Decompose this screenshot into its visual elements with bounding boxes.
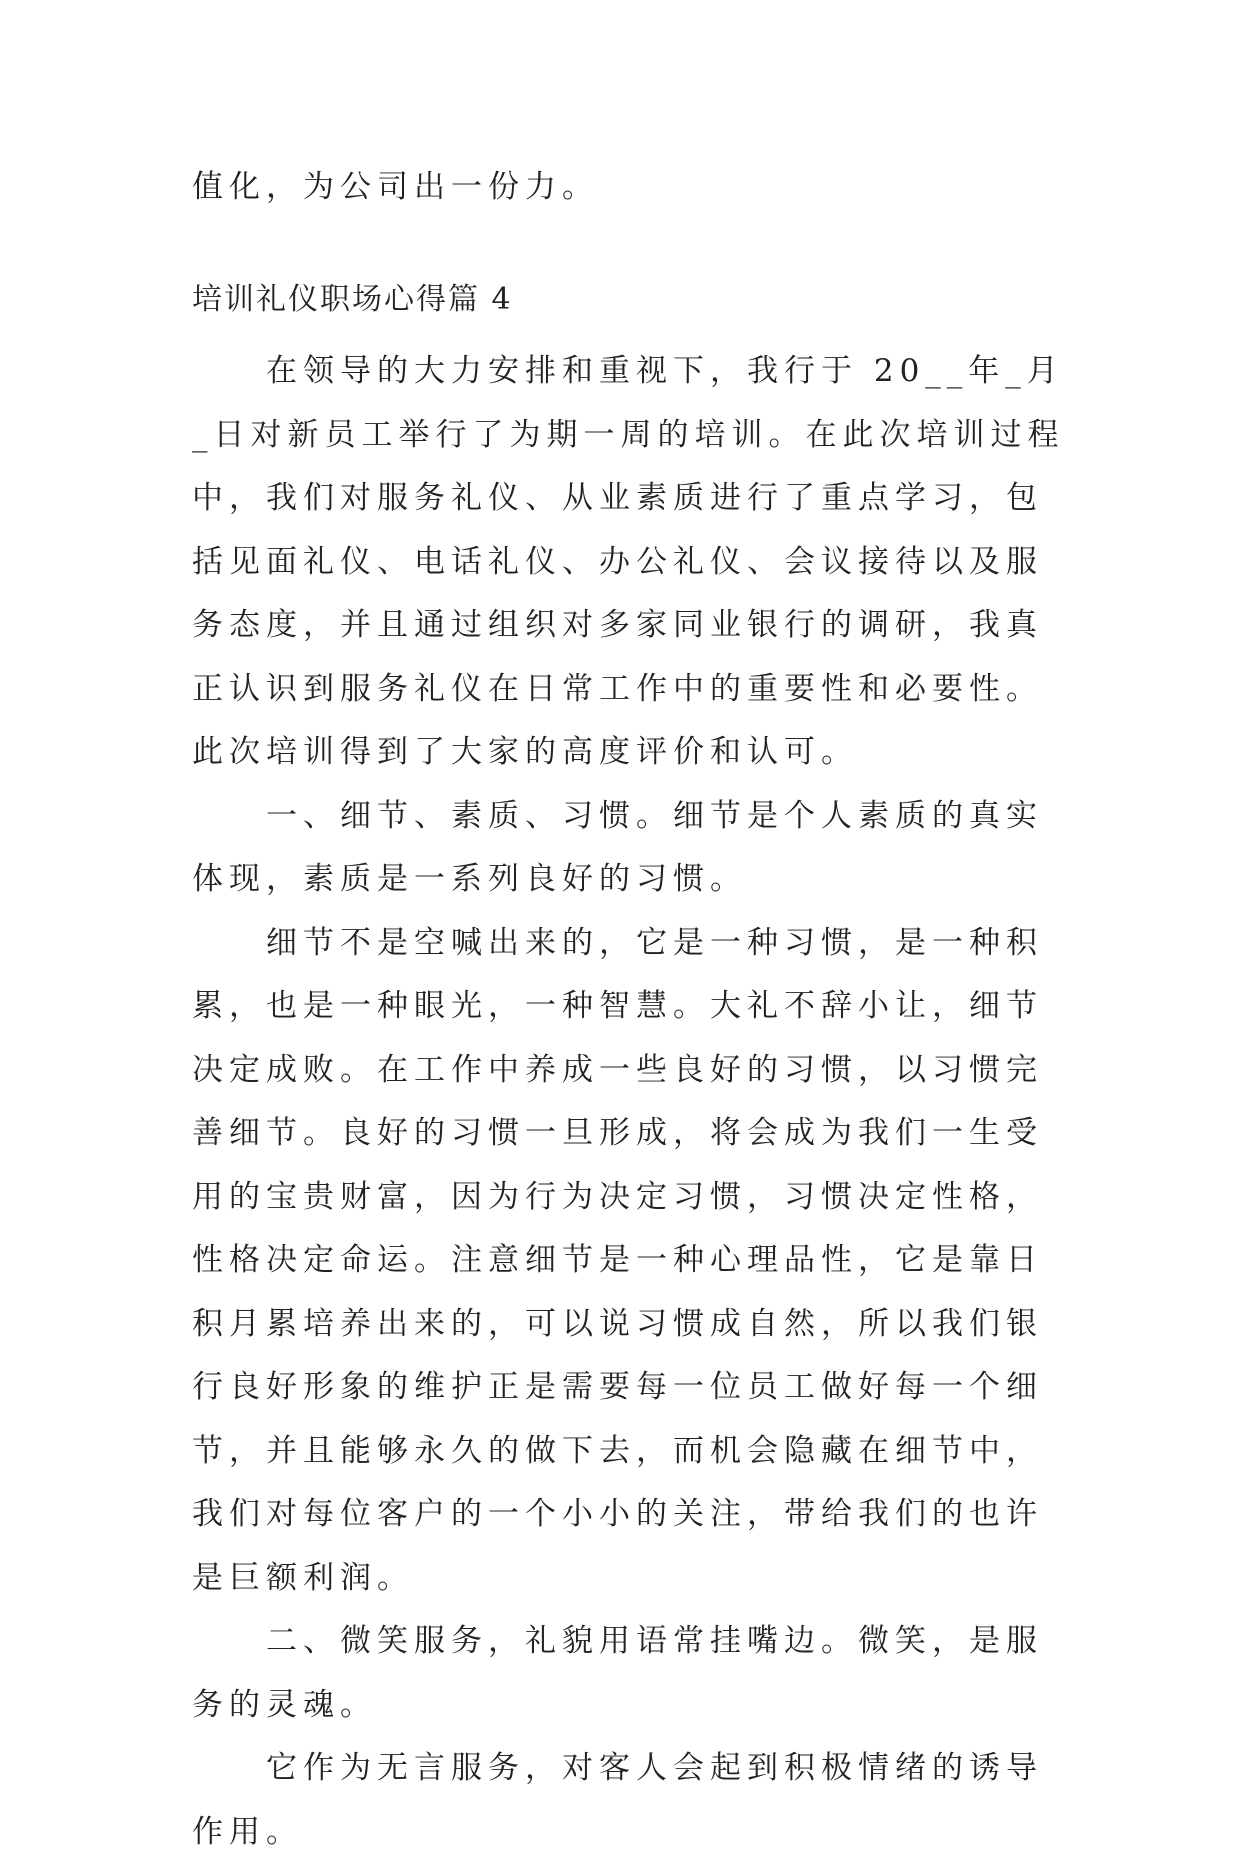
- paragraph-point-one: 一、细节、素质、习惯。细节是个人素质的真实体现，素质是一系列良好的习惯。: [192, 797, 1043, 897]
- continuation-paragraph: 值化，为公司出一份力。: [192, 169, 599, 205]
- paragraph-details: 细节不是空喊出来的，它是一种习惯，是一种积累，也是一种眼光，一种智慧。大礼不辞小让，细节决定成败。在工作中养成一些良好的习惯，以习惯完善细节。良好的习惯一旦形成，将会成为我们一生受用的宝贵财富，因为行为决定习惯，习惯决定性格，性格决定命运。注意细节是一种心理品性，它是靠日积月累培养出来的，可以说习惯成自然，所以我们银行良好形象的维护正是需要每一位员工做好每一个细节，并且能够永久的做下去，而机会隐藏在细节中，我们对每位客户的一个小小的关注，带给我们的也许是巨额利润。: [192, 924, 1043, 1596]
- section-title: 培训礼仪职场心得篇 4: [192, 282, 513, 317]
- paragraph-intro: 在领导的大力安排和重视下，我行于 20__年_月_日对新员工举行了为期一周的培训。在此次培训过程中，我们对服务礼仪、从业素质进行了重点学习，包括见面礼仪、电话礼仪、办公礼仪、会议接待以及服务态度，并且通过组织对多家同业银行的调研，我真正认识到服务礼仪在日常工作中的重要性和必要性。此次培训得到了大家的高度评价和认可。: [192, 353, 1065, 770]
- body-text: [192, 340, 1077, 1864]
- paragraph-point-two: 二、微笑服务，礼貌用语常挂嘴边。微笑，是服务的灵魂。: [192, 1623, 1043, 1723]
- paragraph-smile: 它作为无言服务，对客人会起到积极情绪的诱导作用。: [192, 1750, 1043, 1850]
